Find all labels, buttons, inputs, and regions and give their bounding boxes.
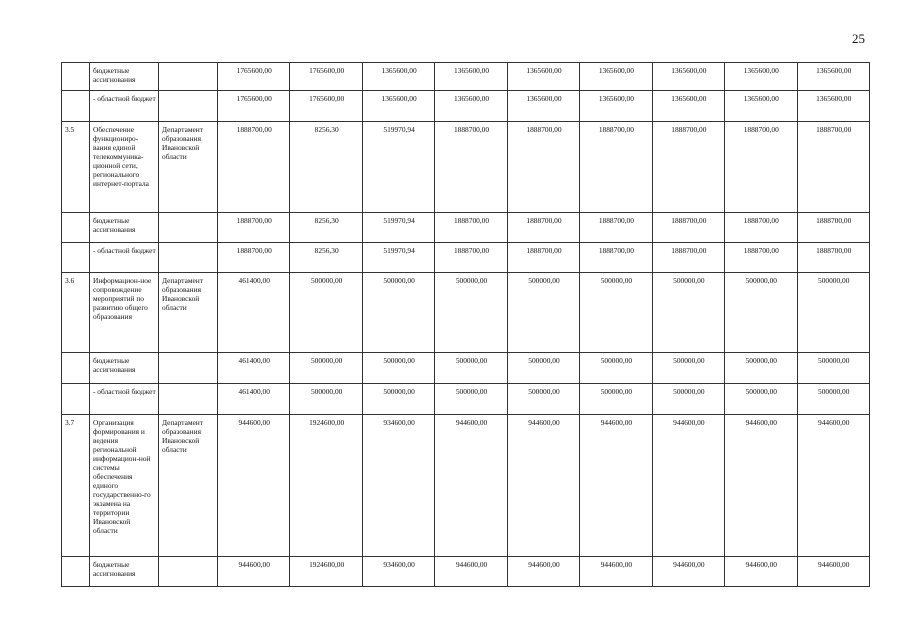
executor-cell: Департамент образования Ивановской области bbox=[159, 273, 218, 353]
funding-source-cell: - областной бюджет bbox=[90, 384, 159, 415]
amount-cell: 1365600,00 bbox=[435, 63, 507, 91]
amount-cell: 500000,00 bbox=[797, 273, 869, 353]
amount-cell: 500000,00 bbox=[580, 353, 652, 384]
amount-cell: 1765600,00 bbox=[290, 91, 362, 122]
measure-name-cell: Обеспечение функциониро-вания единой телекоммуника-ционной сети, регионального интернет-портала bbox=[90, 122, 159, 213]
amount-cell: 500000,00 bbox=[580, 384, 652, 415]
amount-cell: 500000,00 bbox=[362, 384, 434, 415]
amount-cell: 500000,00 bbox=[725, 273, 797, 353]
amount-cell: 500000,00 bbox=[580, 273, 652, 353]
amount-cell: 1365600,00 bbox=[580, 91, 652, 122]
item-number-cell: 3.7 bbox=[62, 415, 90, 557]
funding-source-cell: бюджетные ассигнования bbox=[90, 213, 159, 243]
amount-cell: 944600,00 bbox=[507, 557, 579, 587]
amount-cell: 1365600,00 bbox=[507, 63, 579, 91]
amount-cell: 500000,00 bbox=[652, 384, 724, 415]
executor-cell bbox=[159, 63, 218, 91]
amount-cell: 944600,00 bbox=[580, 415, 652, 557]
amount-cell: 1365600,00 bbox=[725, 91, 797, 122]
amount-cell: 519970,94 bbox=[362, 122, 434, 213]
amount-cell: 1888700,00 bbox=[218, 213, 290, 243]
amount-cell: 500000,00 bbox=[797, 384, 869, 415]
amount-cell: 944600,00 bbox=[652, 415, 724, 557]
measure-row bbox=[62, 415, 870, 557]
funding-source-row bbox=[62, 63, 870, 91]
amount-cell: 500000,00 bbox=[290, 384, 362, 415]
amount-cell: 1888700,00 bbox=[218, 243, 290, 273]
amount-cell: 461400,00 bbox=[218, 353, 290, 384]
amount-cell: 500000,00 bbox=[435, 353, 507, 384]
amount-cell: 1888700,00 bbox=[580, 243, 652, 273]
amount-cell: 1888700,00 bbox=[218, 122, 290, 213]
funding-source-row bbox=[62, 243, 870, 273]
amount-cell: 1888700,00 bbox=[507, 122, 579, 213]
budget-table bbox=[61, 62, 870, 587]
item-number-cell bbox=[62, 63, 90, 91]
amount-cell: 944600,00 bbox=[435, 557, 507, 587]
page-number: 25 bbox=[852, 31, 865, 46]
amount-cell: 500000,00 bbox=[797, 353, 869, 384]
item-number-cell bbox=[62, 213, 90, 243]
amount-cell: 500000,00 bbox=[362, 353, 434, 384]
amount-cell: 500000,00 bbox=[290, 273, 362, 353]
amount-cell: 1365600,00 bbox=[435, 91, 507, 122]
amount-cell: 1888700,00 bbox=[797, 122, 869, 213]
amount-cell: 519970,94 bbox=[362, 243, 434, 273]
amount-cell: 1365600,00 bbox=[362, 91, 434, 122]
amount-cell: 934600,00 bbox=[362, 557, 434, 587]
funding-source-row bbox=[62, 384, 870, 415]
amount-cell: 944600,00 bbox=[435, 415, 507, 557]
amount-cell: 944600,00 bbox=[218, 415, 290, 557]
measure-name-cell: Организация формирования и ведения региональной информацион-ной системы обеспечения единого государственно-го экзамена на территории Ивановской области bbox=[90, 415, 159, 557]
funding-source-cell: бюджетные ассигнования bbox=[90, 353, 159, 384]
amount-cell: 519970,94 bbox=[362, 213, 434, 243]
item-number-cell: 3.5 bbox=[62, 122, 90, 213]
amount-cell: 1888700,00 bbox=[725, 213, 797, 243]
amount-cell: 500000,00 bbox=[652, 273, 724, 353]
executor-cell: Департамент образования Ивановской области bbox=[159, 122, 218, 213]
amount-cell: 1888700,00 bbox=[507, 213, 579, 243]
amount-cell: 1888700,00 bbox=[435, 122, 507, 213]
amount-cell: 944600,00 bbox=[797, 415, 869, 557]
measure-name-cell: Информацион-ное сопровождение мероприятий по развитию общего образования bbox=[90, 273, 159, 353]
funding-source-row bbox=[62, 353, 870, 384]
funding-source-cell: бюджетные ассигнования bbox=[90, 557, 159, 587]
amount-cell: 500000,00 bbox=[290, 353, 362, 384]
amount-cell: 1765600,00 bbox=[218, 63, 290, 91]
funding-source-cell: бюджетные ассигнования bbox=[90, 63, 159, 91]
amount-cell: 944600,00 bbox=[652, 557, 724, 587]
measure-row bbox=[62, 273, 870, 353]
executor-cell bbox=[159, 243, 218, 273]
executor-cell bbox=[159, 557, 218, 587]
amount-cell: 1888700,00 bbox=[797, 213, 869, 243]
amount-cell: 500000,00 bbox=[435, 384, 507, 415]
amount-cell: 500000,00 bbox=[435, 273, 507, 353]
funding-source-cell: - областной бюджет bbox=[90, 91, 159, 122]
amount-cell: 944600,00 bbox=[580, 557, 652, 587]
amount-cell: 1365600,00 bbox=[725, 63, 797, 91]
amount-cell: 500000,00 bbox=[507, 273, 579, 353]
amount-cell: 944600,00 bbox=[725, 557, 797, 587]
amount-cell: 944600,00 bbox=[218, 557, 290, 587]
item-number-cell bbox=[62, 353, 90, 384]
amount-cell: 500000,00 bbox=[507, 353, 579, 384]
amount-cell: 944600,00 bbox=[725, 415, 797, 557]
item-number-cell bbox=[62, 91, 90, 122]
executor-cell: Департамент образования Ивановской области bbox=[159, 415, 218, 557]
amount-cell: 1365600,00 bbox=[362, 63, 434, 91]
amount-cell: 1888700,00 bbox=[725, 122, 797, 213]
funding-source-cell: - областной бюджет bbox=[90, 243, 159, 273]
item-number-cell bbox=[62, 243, 90, 273]
amount-cell: 1888700,00 bbox=[652, 243, 724, 273]
amount-cell: 461400,00 bbox=[218, 384, 290, 415]
amount-cell: 1365600,00 bbox=[797, 63, 869, 91]
amount-cell: 934600,00 bbox=[362, 415, 434, 557]
amount-cell: 500000,00 bbox=[507, 384, 579, 415]
executor-cell bbox=[159, 353, 218, 384]
amount-cell: 8256,30 bbox=[290, 243, 362, 273]
funding-source-row bbox=[62, 91, 870, 122]
amount-cell: 1888700,00 bbox=[652, 122, 724, 213]
amount-cell: 1765600,00 bbox=[290, 63, 362, 91]
amount-cell: 500000,00 bbox=[725, 353, 797, 384]
amount-cell: 1888700,00 bbox=[507, 243, 579, 273]
funding-source-row bbox=[62, 557, 870, 587]
executor-cell bbox=[159, 91, 218, 122]
amount-cell: 944600,00 bbox=[797, 557, 869, 587]
amount-cell: 1888700,00 bbox=[580, 213, 652, 243]
item-number-cell bbox=[62, 384, 90, 415]
item-number-cell bbox=[62, 557, 90, 587]
amount-cell: 1888700,00 bbox=[797, 243, 869, 273]
amount-cell: 1888700,00 bbox=[652, 213, 724, 243]
amount-cell: 1924600,00 bbox=[290, 415, 362, 557]
amount-cell: 1765600,00 bbox=[218, 91, 290, 122]
amount-cell: 1365600,00 bbox=[652, 63, 724, 91]
amount-cell: 500000,00 bbox=[652, 353, 724, 384]
amount-cell: 944600,00 bbox=[507, 415, 579, 557]
amount-cell: 1888700,00 bbox=[580, 122, 652, 213]
item-number-cell: 3.6 bbox=[62, 273, 90, 353]
amount-cell: 1365600,00 bbox=[580, 63, 652, 91]
amount-cell: 8256,30 bbox=[290, 213, 362, 243]
amount-cell: 1365600,00 bbox=[507, 91, 579, 122]
amount-cell: 1365600,00 bbox=[652, 91, 724, 122]
amount-cell: 1924600,00 bbox=[290, 557, 362, 587]
amount-cell: 1888700,00 bbox=[725, 243, 797, 273]
amount-cell: 461400,00 bbox=[218, 273, 290, 353]
budget-table-body bbox=[62, 63, 870, 587]
measure-row bbox=[62, 122, 870, 213]
amount-cell: 1888700,00 bbox=[435, 243, 507, 273]
amount-cell: 500000,00 bbox=[362, 273, 434, 353]
executor-cell bbox=[159, 213, 218, 243]
funding-source-row bbox=[62, 213, 870, 243]
amount-cell: 500000,00 bbox=[725, 384, 797, 415]
amount-cell: 1888700,00 bbox=[435, 213, 507, 243]
executor-cell bbox=[159, 384, 218, 415]
amount-cell: 8256,30 bbox=[290, 122, 362, 213]
amount-cell: 1365600,00 bbox=[797, 91, 869, 122]
